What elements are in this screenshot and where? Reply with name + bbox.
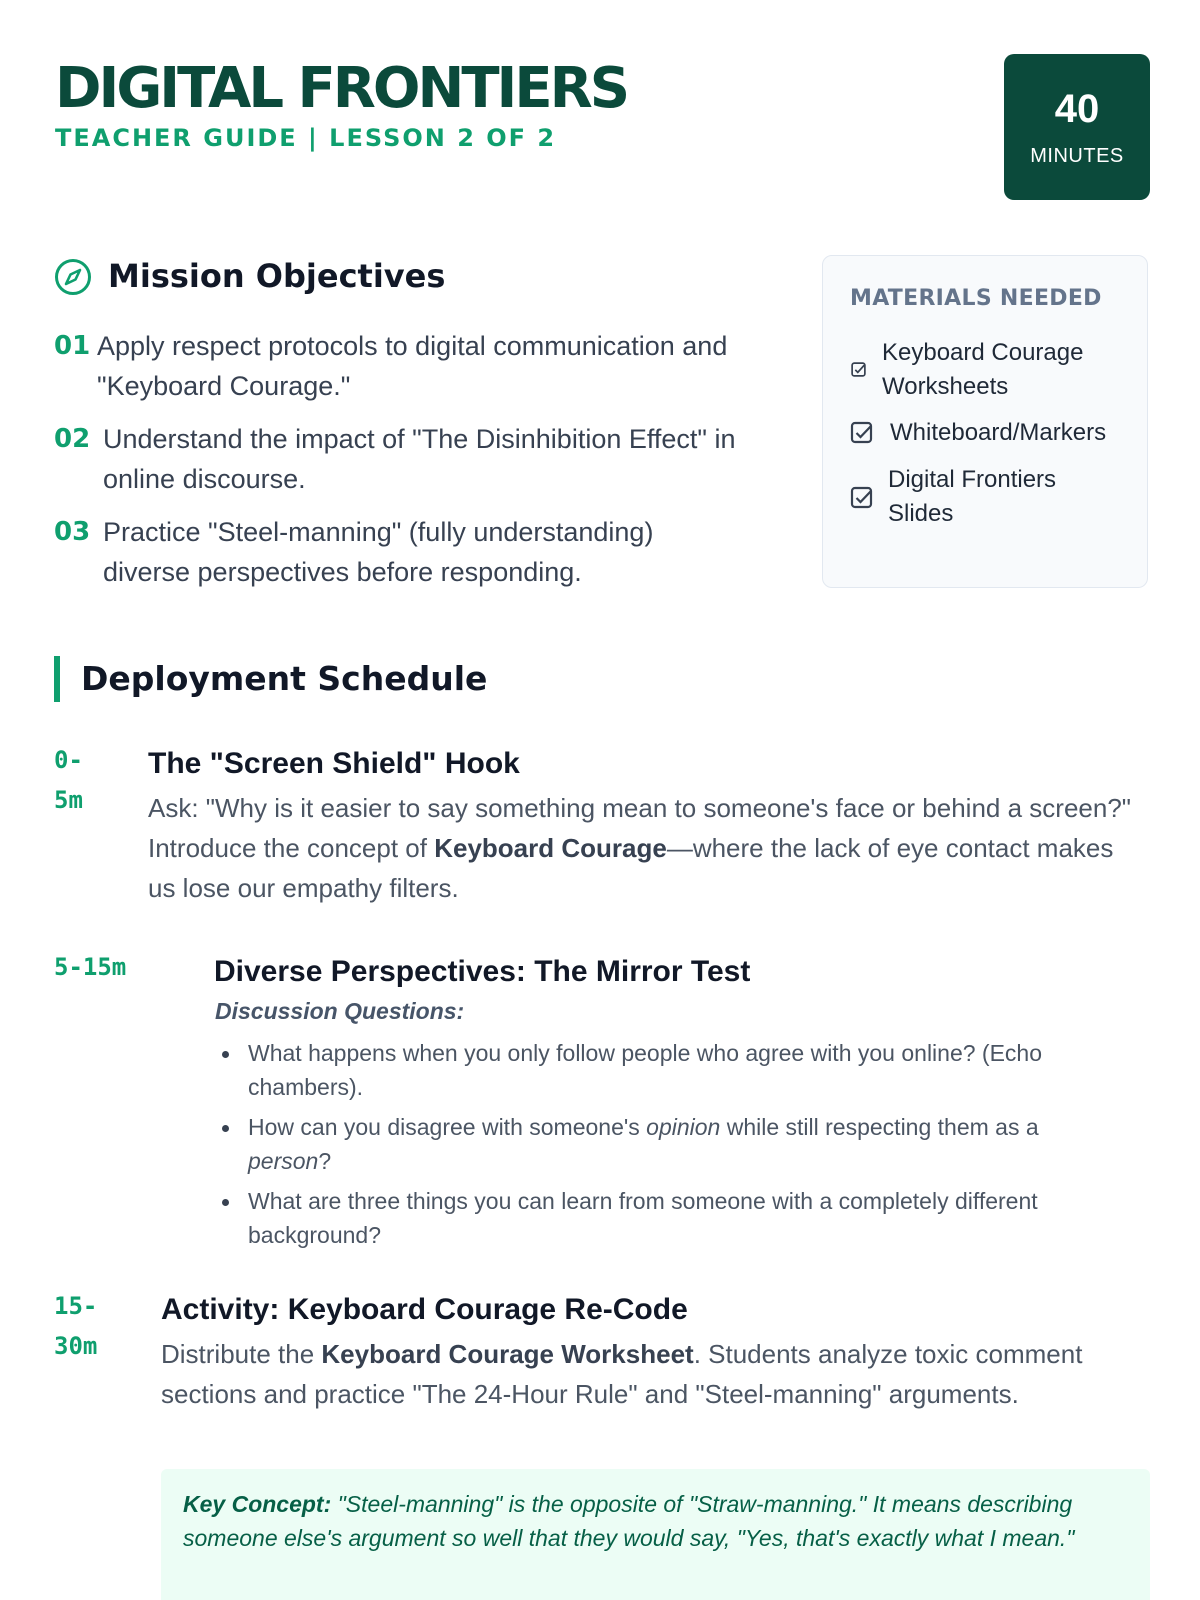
material-item [850, 416, 1140, 450]
page-title: DIGITAL FRONTIERS [55, 56, 628, 121]
list-item: How can you disagree with someone's opinion while still respecting them as a person? [215, 1110, 1115, 1178]
material-item [850, 463, 1140, 533]
block-body: Ask: "Why is it easier to say something mean to someone's face or behind a screen?" Introduce the concept of Keyboard Courage—where the lack of eye contact makes us lose our empathy filters. [148, 793, 1132, 903]
time-label-end: 30m [54, 1332, 98, 1360]
objective-number: 02 [54, 424, 91, 454]
block-body: Distribute the Keyboard Courage Worksheet. Students analyze toxic comment sections and practice "The 24-Hour Rule" and "Steel-manning" arguments. [161, 1339, 1083, 1409]
page-subtitle: TEACHER GUIDE | LESSON 2 OF 2 [55, 124, 557, 152]
list-item: What happens when you only follow people who agree with you online? (Echo chambers). [215, 1036, 1115, 1104]
block-title: Activity: Keyboard Courage Re-Code [161, 1293, 688, 1326]
time-label-start: 15- [54, 1292, 98, 1320]
duration-unit: MINUTES [1030, 144, 1124, 167]
objective-text: Apply respect protocols to digital communication and "Keyboard Courage." [97, 331, 728, 401]
time-label-start: 0- [54, 746, 83, 774]
material-text: Keyboard Courage Worksheets [882, 339, 1084, 400]
discussion-label: Discussion Questions: [215, 998, 465, 1024]
section-accent-bar [54, 656, 60, 702]
discussion-list [215, 1036, 1115, 1258]
compass-icon [54, 258, 92, 296]
duration-value: 40 [1054, 86, 1100, 131]
schedule-title: Deployment Schedule [81, 659, 488, 698]
time-label [54, 740, 83, 820]
material-item [850, 336, 1140, 406]
bold-term: Keyboard Courage [434, 833, 667, 863]
checkbox-icon [850, 486, 874, 510]
materials-label: MATERIALS NEEDED [850, 286, 1102, 311]
list-item: What are three things you can learn from someone with a completely different background? [215, 1184, 1115, 1252]
time-label-end: 5m [54, 786, 83, 814]
objective-text: Understand the impact of "The Disinhibition Effect" in online discourse. [103, 424, 736, 494]
key-concept-text: "Steel-manning" is the opposite of "Straw-manning." It means describing someone else's argument so well that they would say, "Yes, that's exactly what I mean." [183, 1491, 1075, 1551]
time-label [54, 1286, 97, 1366]
objective-text: Practice "Steel-manning" (fully understanding) diverse perspectives before responding. [103, 517, 654, 587]
objectives-title: Mission Objectives [108, 257, 446, 295]
checkbox-icon [850, 421, 874, 445]
materials-panel [822, 255, 1148, 588]
key-concept-label: Key Concept: [183, 1491, 332, 1517]
block-title: Diverse Perspectives: The Mirror Test [214, 955, 751, 988]
key-concept-callout [161, 1469, 1150, 1600]
material-text: Whiteboard/Markers [890, 419, 1107, 446]
objective-number: 03 [54, 517, 91, 547]
bold-term: Keyboard Courage Worksheet [321, 1339, 694, 1369]
objective-number: 01 [54, 331, 91, 361]
block-title: The "Screen Shield" Hook [148, 747, 520, 780]
time-label: 5-15m [54, 953, 127, 981]
duration-badge [1004, 54, 1150, 200]
material-text: Digital Frontiers Slides [888, 466, 1057, 527]
checkbox-icon [850, 361, 867, 378]
